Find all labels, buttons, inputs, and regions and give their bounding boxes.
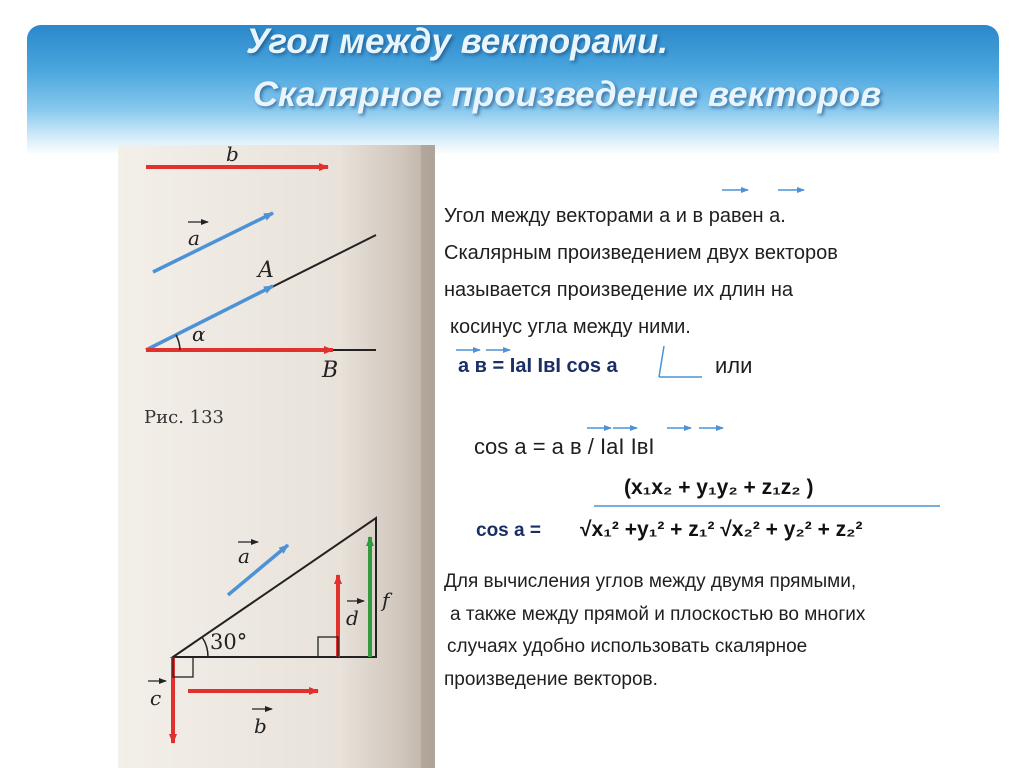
figure-caption: Рис. 133 xyxy=(144,407,224,428)
label-c: c xyxy=(150,686,162,710)
page-background xyxy=(118,145,435,768)
formula-or: или xyxy=(715,353,753,378)
text-line-3: называется произведение их длин на xyxy=(444,279,793,301)
label-d: d xyxy=(346,606,359,630)
formula-cos-prefix: cos a = xyxy=(476,520,541,541)
label-b-bottom: b xyxy=(254,714,267,738)
label-B: B xyxy=(322,358,339,383)
slide-title-line2: Скалярное произведение векторов xyxy=(252,75,882,114)
formula-denominator: √x₁² +y₁² + z₁² √x₂² + y₂² + z₂² xyxy=(580,518,863,541)
formula-cos-ratio: cos a = а в / IaI IвI xyxy=(474,434,655,459)
text-line-4: косинус угла между ними. xyxy=(450,316,691,338)
note-line-2: а также между прямой и плоскостью во многих xyxy=(450,604,866,625)
textbook-figure xyxy=(118,145,435,768)
note-line-3: случаях удобно использовать скалярное xyxy=(447,636,808,657)
label-A: A xyxy=(258,258,274,283)
formula-numerator: (x₁x₂ + y₁y₂ + z₁z₂ ) xyxy=(624,476,814,499)
cos-a-bracket-slash xyxy=(659,346,664,377)
note-line-1: Для вычисления углов между двумя прямыми, xyxy=(444,571,857,592)
label-b-top: b xyxy=(226,145,239,166)
label-f: f xyxy=(382,588,390,612)
formula-dot-product: а в = IaI IвI cos а xyxy=(458,355,618,377)
text-line-1: Угол между векторами а и в равен а. xyxy=(444,205,786,227)
note-line-4: произведение векторов. xyxy=(444,669,658,690)
label-alpha: α xyxy=(192,322,206,346)
label-30-degrees: 30° xyxy=(210,630,248,654)
text-line-2: Скалярным произведением двух векторов xyxy=(444,242,838,264)
page-gutter xyxy=(421,145,435,768)
label-a-bottom: a xyxy=(238,544,250,568)
slide-title-line1: Угол между векторами. xyxy=(246,22,668,61)
label-a-top: a xyxy=(188,226,200,250)
